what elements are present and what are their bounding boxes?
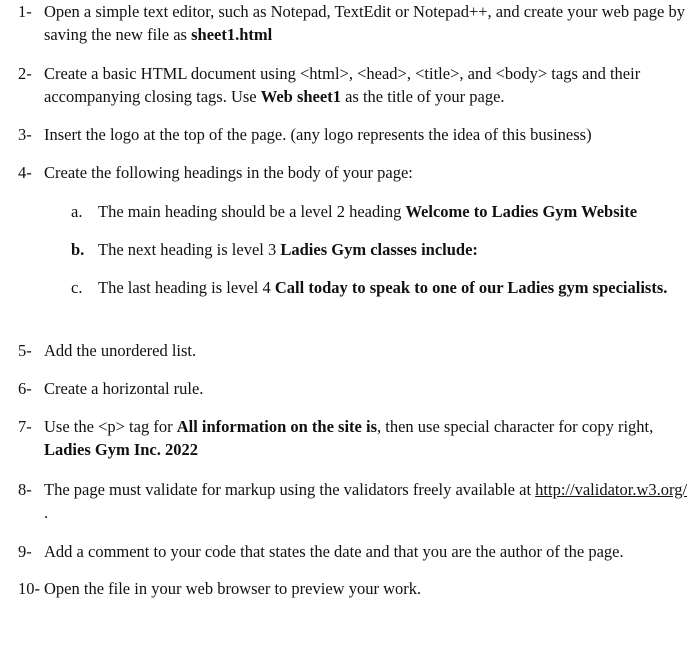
sub-item-letter: a. bbox=[71, 202, 83, 221]
item-text bbox=[44, 123, 694, 146]
item-text-run: The next heading is level 3 bbox=[98, 240, 281, 259]
item-bold-run: Welcome to Ladies Gym Website bbox=[405, 202, 638, 221]
item-text-run: Open the file in your web browser to preview your work. bbox=[44, 579, 422, 598]
item-number: 4- bbox=[18, 163, 32, 182]
item-bold-run: sheet1.html bbox=[191, 25, 273, 44]
item-text-run: Add a comment to your code that states the date and that you are the author of the page. bbox=[44, 542, 624, 561]
sub-item-text bbox=[98, 276, 694, 299]
item-text bbox=[44, 339, 694, 362]
item-text bbox=[44, 478, 694, 524]
item-text-run: as the title of your page. bbox=[340, 87, 505, 106]
item-bold-run: Call today to speak to one of our Ladies gym specialists. bbox=[274, 278, 668, 297]
item-number: 8- bbox=[18, 480, 32, 499]
item-text-run: Insert the logo at the top of the page. (any logo represents the idea of this business) bbox=[44, 125, 592, 144]
item-text-run: . bbox=[44, 503, 49, 522]
item-text bbox=[44, 62, 694, 108]
item-text-run: The main heading should be a level 2 heading bbox=[98, 202, 406, 221]
sub-item-text bbox=[98, 238, 694, 261]
item-number: 7- bbox=[18, 417, 32, 436]
item-number: 6- bbox=[18, 379, 32, 398]
item-text-run: Add the unordered list. bbox=[44, 341, 197, 360]
sub-item-letter: c. bbox=[71, 278, 83, 297]
item-text bbox=[44, 0, 694, 46]
item-number: 10- bbox=[18, 579, 40, 598]
item-text bbox=[44, 161, 694, 184]
item-text bbox=[44, 577, 694, 600]
item-number: 5- bbox=[18, 341, 32, 360]
item-number: 2- bbox=[18, 64, 32, 83]
item-number: 3- bbox=[18, 125, 32, 144]
item-text bbox=[44, 540, 694, 563]
item-text-run: Create the following headings in the body of your page: bbox=[44, 163, 413, 182]
item-bold-run: Ladies Gym classes include: bbox=[280, 240, 478, 259]
item-bold-run: Ladies Gym Inc. 2022 bbox=[44, 440, 199, 459]
item-text-run: The last heading is level 4 bbox=[98, 278, 275, 297]
sub-item-letter: b. bbox=[71, 240, 85, 259]
item-text-run: , then use special character for copy right, bbox=[377, 417, 654, 436]
item-bold-run: All information on the site is bbox=[176, 417, 377, 436]
sub-item-text bbox=[98, 200, 694, 223]
validator-link[interactable]: http://validator.w3.org/ bbox=[535, 480, 688, 499]
item-number: 1- bbox=[18, 2, 32, 21]
item-text-run: Create a basic HTML document using <html>, <head>, <title>, and <body> tags and their accompanying closing tags. Use bbox=[44, 64, 641, 106]
item-text bbox=[44, 415, 694, 461]
item-text bbox=[44, 377, 694, 400]
item-text-run: The page must validate for markup using the validators freely available at bbox=[44, 480, 536, 499]
item-bold-run: Web sheet1 bbox=[260, 87, 341, 106]
item-number: 9- bbox=[18, 542, 32, 561]
item-text-run: Open a simple text editor, such as Notepad, TextEdit or Notepad++, and create your web page by saving the new file as bbox=[44, 2, 686, 44]
item-text-run: Use the <p> tag for bbox=[44, 417, 177, 436]
item-text-run: Create a horizontal rule. bbox=[44, 379, 204, 398]
